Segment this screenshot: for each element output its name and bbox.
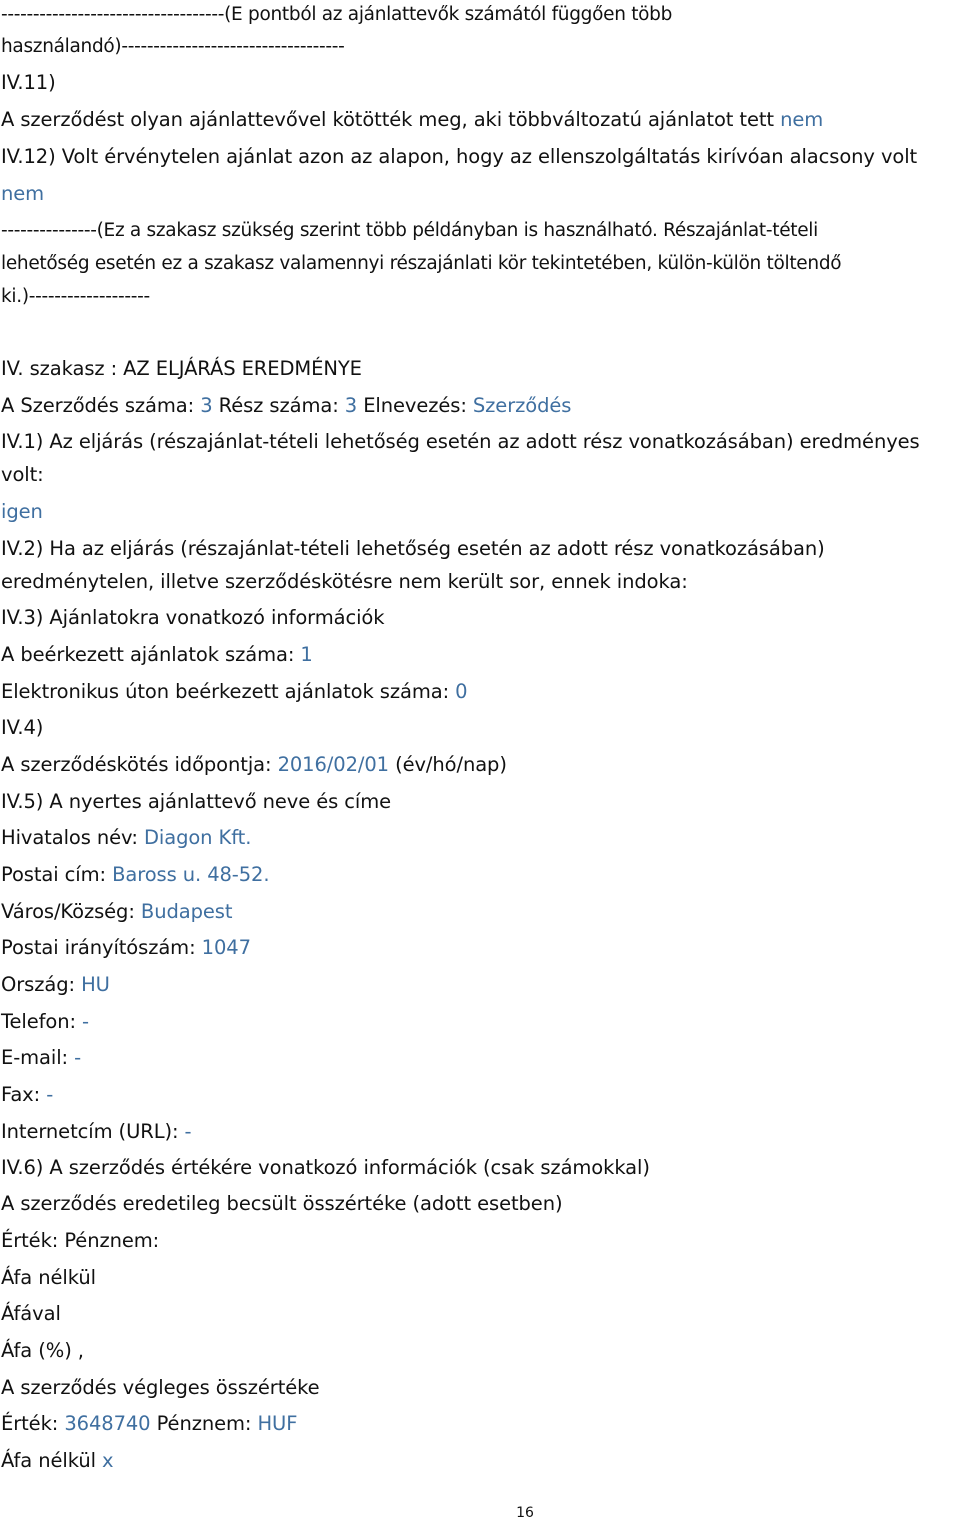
url: -	[184, 1120, 192, 1143]
contract-date: 2016/02/01	[277, 753, 389, 776]
field-label: Rész száma:	[212, 394, 345, 417]
received-offers-count: 1	[300, 643, 313, 666]
page-number: 16	[516, 1505, 534, 1521]
electronic-offers-count: 0	[455, 680, 468, 703]
heading-iv-12: IV.12) Volt érvénytelen ajánlat azon az alapon, hogy az ellenszolgáltatás kirívóan alacsony volt	[1, 145, 918, 168]
heading-iv-5: IV.5) A nyertes ajánlattevő neve és címe	[1, 790, 392, 813]
final-value: 3648740	[64, 1412, 151, 1435]
postal-address: Baross u. 48-52.	[112, 863, 270, 886]
fax: -	[46, 1083, 54, 1106]
zip-line	[1, 936, 251, 960]
postal-address-line	[1, 863, 269, 887]
country: HU	[81, 973, 110, 996]
zip-code: 1047	[201, 936, 251, 959]
field-label: Ország:	[1, 973, 82, 996]
heading-iv-2: IV.2) Ha az eljárás (részajánlat-tételi lehetőség esetén az adott rész vonatkozásában)	[1, 537, 825, 560]
note-line: lehetőség esetén ez a szakasz valamennyi részajánlati kör tekintetében, külön-külön töltendő	[1, 253, 842, 274]
received-offers-line	[1, 643, 313, 667]
field-label: Elnevezés:	[357, 394, 473, 417]
field-label: Elektronikus úton beérkezett ajánlatok száma:	[1, 680, 456, 703]
field-label: Postai cím:	[1, 863, 113, 886]
field-label: Pénznem:	[150, 1412, 258, 1435]
field-label: Fax:	[1, 1083, 47, 1106]
field-label: A Szerződés száma:	[1, 394, 201, 417]
separator-line: -----------------------------------(E pontból az ajánlattevők számától függően több	[1, 4, 673, 25]
final-value-line	[1, 1412, 297, 1436]
heading-iv-1-cont: volt:	[1, 463, 44, 486]
note-line: ki.)-------------------	[1, 286, 150, 307]
heading-iv-11: IV.11)	[1, 71, 56, 94]
phone-line	[1, 1010, 89, 1034]
electronic-offers-line	[1, 680, 467, 704]
field-label: Érték:	[1, 1412, 65, 1435]
heading-iv-6: IV.6) A szerződés értékére vonatkozó információk (csak számokkal)	[1, 1156, 650, 1179]
heading-iv-2-cont: eredménytelen, illetve szerződéskötésre nem került sor, ennek indoka:	[1, 570, 688, 593]
field-label: A beérkezett ajánlatok száma:	[1, 643, 301, 666]
field-value: nem	[780, 108, 824, 131]
original-value-title: A szerződés eredetileg becsült összértéke (adott esetben)	[1, 1192, 563, 1215]
section-title: IV. szakasz : AZ ELJÁRÁS EREDMÉNYE	[1, 357, 362, 380]
field-label: Internetcím (URL):	[1, 1120, 185, 1143]
original-vat-percent: Áfa (%) ,	[1, 1339, 84, 1362]
field-label: A szerződést olyan ajánlattevővel kötötték meg, aki többváltozatú ajánlatot tett	[1, 108, 781, 131]
contract-date-line	[1, 753, 507, 777]
field-label: A szerződéskötés időpontja:	[1, 753, 278, 776]
final-currency: HUF	[257, 1412, 298, 1435]
field-label: Város/Község:	[1, 900, 141, 923]
url-line	[1, 1120, 191, 1144]
phone: -	[82, 1010, 89, 1033]
contract-info-line	[1, 394, 571, 418]
city-line	[1, 900, 232, 924]
date-format-hint: (év/hó/nap)	[388, 753, 507, 776]
contract-name: Szerződés	[472, 394, 572, 417]
part-number: 3	[344, 394, 358, 417]
official-name: Diagon Kft.	[143, 826, 252, 849]
final-vat-excluded-line	[1, 1449, 113, 1473]
field-label: Hivatalos név:	[1, 826, 144, 849]
heading-iv-3: IV.3) Ajánlatokra vonatkozó információk	[1, 606, 385, 629]
note-line: ---------------(Ez a szakasz szükség szerint több példányban is használható. Részajánlat-tételi	[1, 220, 818, 241]
field-label: E-mail:	[1, 1046, 75, 1069]
separator-line-cont: használandó)-----------------------------------	[1, 36, 345, 57]
field-label: Áfa nélkül	[1, 1449, 102, 1472]
original-vat-included: Áfával	[1, 1302, 61, 1325]
original-value-line: Érték: Pénznem:	[1, 1229, 160, 1252]
successful-answer: igen	[1, 500, 43, 523]
field-label: Postai irányítószám:	[1, 936, 202, 959]
city: Budapest	[140, 900, 233, 923]
original-vat-excluded: Áfa nélkül	[1, 1266, 96, 1289]
email-line	[1, 1046, 81, 1070]
heading-iv-4: IV.4)	[1, 716, 44, 739]
final-value-title: A szerződés végleges összértéke	[1, 1376, 320, 1399]
email: -	[74, 1046, 82, 1069]
heading-iv-1: IV.1) Az eljárás (részajánlat-tételi lehetőség esetén az adott rész vonatkozásában) eredményes	[1, 430, 920, 453]
field-label: Telefon:	[1, 1010, 83, 1033]
contract-number: 3	[200, 394, 213, 417]
multi-variant-offer-line	[1, 108, 823, 132]
fax-line	[1, 1083, 53, 1107]
final-vat-excluded-mark: x	[102, 1449, 114, 1472]
official-name-line	[1, 826, 251, 850]
field-value: nem	[1, 182, 45, 205]
country-line	[1, 973, 110, 997]
